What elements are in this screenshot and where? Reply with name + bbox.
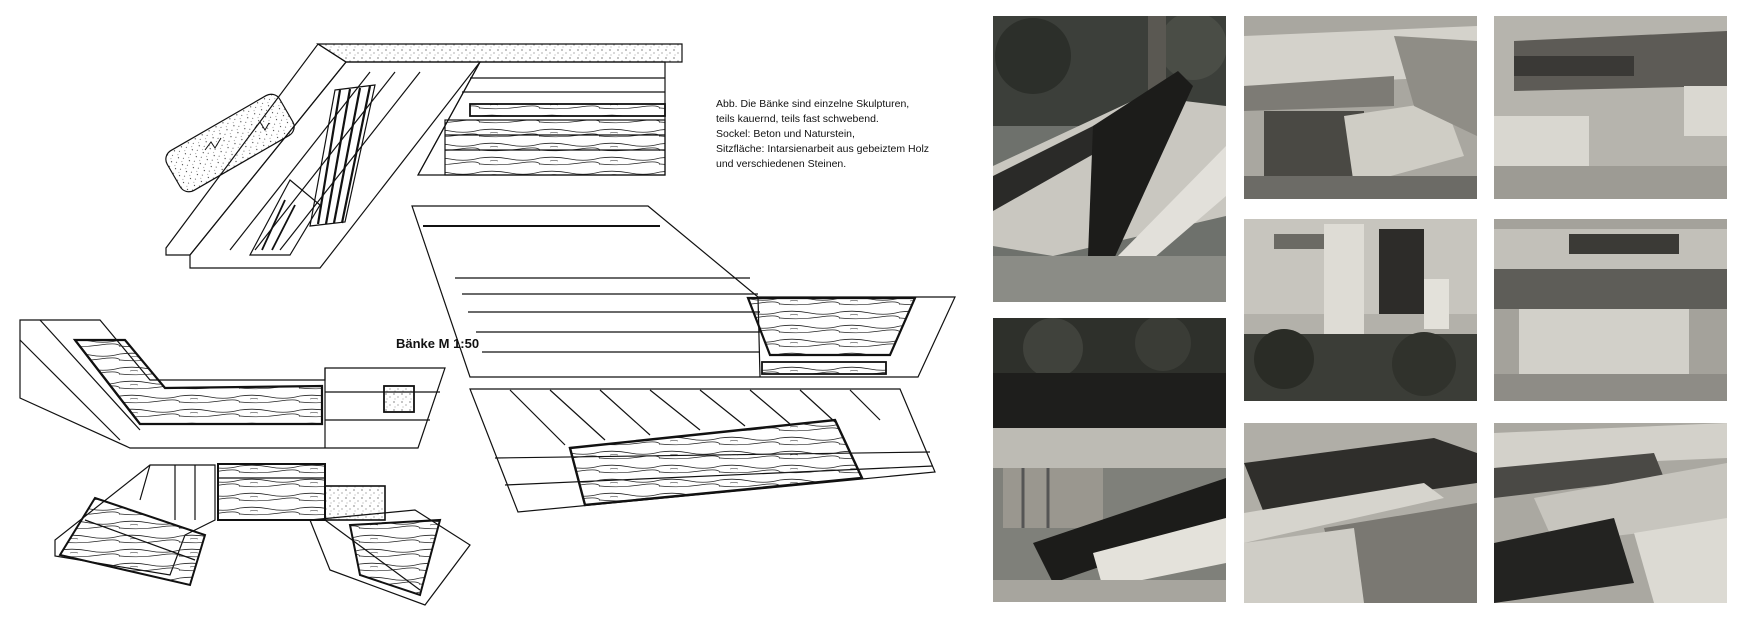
figure-caption	[716, 97, 976, 172]
caption-line: Sockel: Beton und Naturstein,	[716, 128, 855, 140]
photo-bench-layered-seat	[1494, 219, 1727, 401]
photo-bench-angled-slabs	[1244, 423, 1477, 603]
photo-bench-diagonal-inlay	[1494, 423, 1727, 603]
photo-bench-stone-slabs	[1244, 16, 1477, 199]
drawing-left-bench	[20, 320, 470, 605]
caption-line: und verschiedenen Steinen.	[716, 158, 847, 170]
photo-bench-tree-foreground	[993, 16, 1226, 302]
scale-label: Bänke M 1:50	[396, 336, 480, 351]
drawing-right-bench-lower	[470, 389, 935, 512]
caption-line: teils kauernd, teils fast schwebend.	[716, 113, 879, 125]
caption-line: Sitzfläche: Intarsienarbeit aus gebeiztem Holz	[716, 143, 930, 155]
photo-bench-hedge-backrest	[1244, 219, 1477, 401]
drawing-right-bench	[412, 206, 955, 377]
photo-bench-paved-court	[1494, 16, 1727, 199]
caption-line: Abb. Die Bänke sind einzelne Skulpturen,	[716, 98, 910, 110]
photo-bench-wooden-backrest	[993, 318, 1226, 602]
